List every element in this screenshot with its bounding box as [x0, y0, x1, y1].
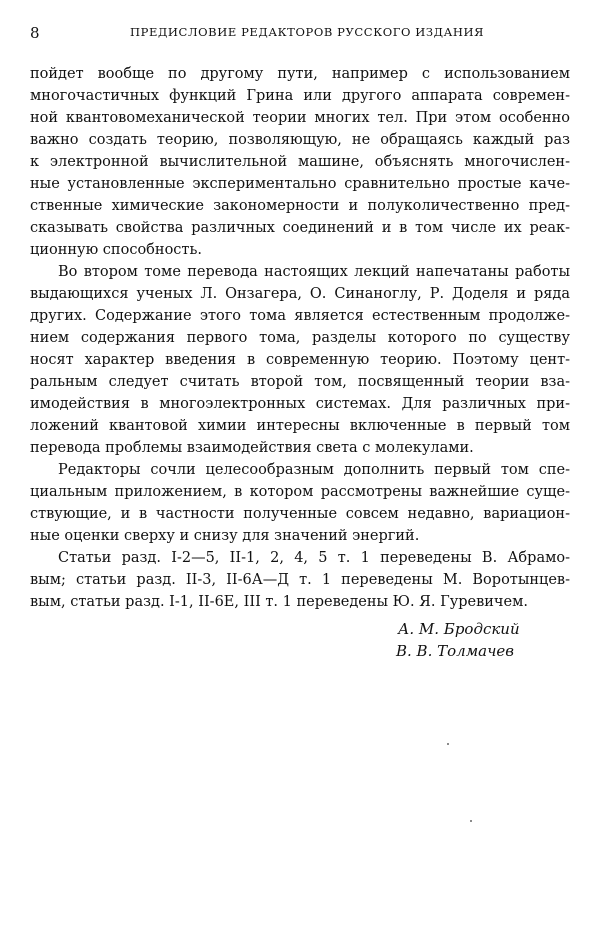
text-line: имодействия в многоэлектронных системах. Для различных при- [30, 396, 570, 412]
text-line: важно создать теорию, позволяющую, не обращаясь каждый раз [30, 132, 570, 148]
text-line: ствующие, и в частности полученные совсем недавно, вариацион- [30, 506, 570, 522]
text-line: циальным приложением, в котором рассмотрены важнейшие суще- [30, 484, 570, 500]
body-text [30, 63, 570, 613]
editor-signature: В. В. Толмачев [396, 642, 515, 660]
text-line: выдающихся ученых Л. Онзагера, О. Синаноглу, Р. Доделя и ряда [30, 286, 570, 302]
running-head: ПРЕДИСЛОВИЕ РЕДАКТОРОВ РУССКОГО ИЗДАНИЯ [130, 25, 485, 39]
text-line: других. Содержание этого тома является естественным продолже- [30, 308, 570, 324]
text-line: сказывать свойства различных соединений и в том числе их реак- [30, 220, 570, 236]
text-line: вым, статьи разд. I-1, II-6Е, III т. 1 переведены Ю. Я. Гуревичем. [30, 594, 528, 610]
text-line: ложений квантовой химии интересны включенные в первый том [30, 418, 570, 434]
paragraph-1 [30, 63, 570, 261]
text-line: ные установленные экспериментально сравнительно простые каче- [30, 176, 570, 192]
text-line: ральным следует считать второй том, посвященный теории вза- [30, 374, 570, 390]
text-line: перевода проблемы взаимодействия света с молекулами. [30, 440, 474, 456]
signature-block [370, 618, 570, 662]
paragraph-3 [30, 459, 570, 547]
text-line: к электронной вычислительной машине, объяснять многочислен- [30, 154, 570, 170]
editor-signature: А. М. Бродский [398, 620, 520, 638]
text-line: ные оценки сверху и снизу для значений энергий. [30, 528, 420, 544]
text-line: носят характер введения в современную теорию. Поэтому цент- [30, 352, 570, 368]
text-line: нием содержания первого тома, разделы которого по существу [30, 330, 570, 346]
print-speck [447, 743, 449, 745]
print-speck [470, 820, 472, 822]
text-line: Во втором томе перевода настоящих лекций напечатаны работы [58, 264, 570, 280]
page-number: 8 [30, 24, 40, 42]
text-line: Статьи разд. I-2—5, II-1, 2, 4, 5 т. 1 переведены В. Абрамо- [58, 550, 570, 566]
text-line: вым; статьи разд. II-3, II-6А—Д т. 1 переведены М. Воротынцев- [30, 572, 570, 588]
page-header [30, 24, 570, 42]
text-line: многочастичных функций Грина или другого аппарата современ- [30, 88, 570, 104]
text-line: ционную способность. [30, 242, 202, 258]
text-line: пойдет вообще по другому пути, например с использованием [30, 66, 570, 82]
text-line: Редакторы сочли целесообразным дополнить первый том спе- [58, 462, 570, 478]
paragraph-4 [30, 547, 570, 613]
text-line: ной квантовомеханической теории многих тел. При этом особенно [30, 110, 570, 126]
paragraph-2 [30, 261, 570, 459]
text-line: ственные химические закономерности и полуколичественно пред- [30, 198, 570, 214]
